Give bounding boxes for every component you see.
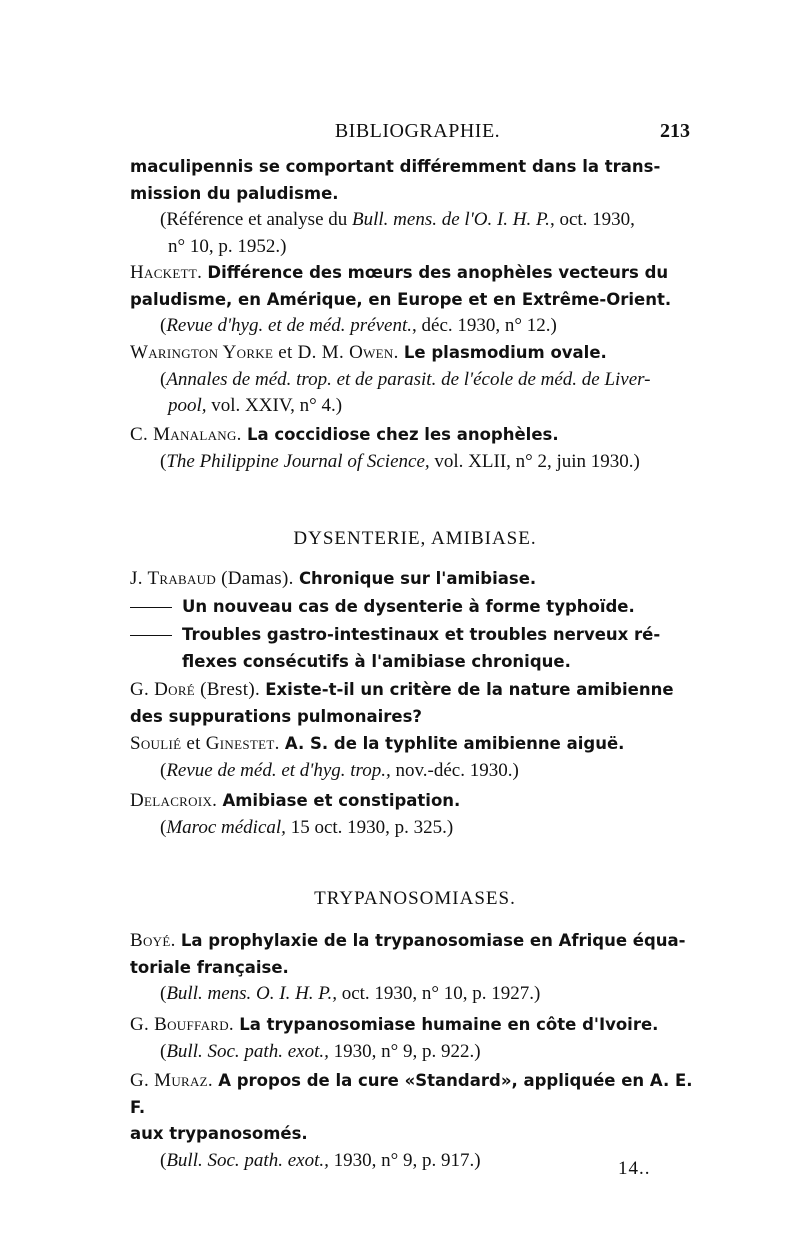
bib-entry-trabaud <box>130 566 700 593</box>
entry-reference: (The Philippine Journal of Science, vol. XLII, n° 2, juin 1930.) <box>160 450 640 472</box>
entry-title: La trypanosomiase humaine en côte d'Ivoire. <box>239 1015 659 1034</box>
entry-title: toriale française. <box>130 957 289 977</box>
bib-entry-hackett <box>130 260 700 340</box>
entry-reference: (Revue de méd. et d'hyg. trop., nov.-déc. 1930.) <box>160 759 519 781</box>
entry-author: G. Muraz. <box>130 1070 213 1091</box>
entry-title: La prophylaxie de la trypanosomiase en Afrique équa- <box>180 931 686 950</box>
bib-entry-yorke-owen: Warington Yorke et D. M. Owen. Le plasmodium ovale. (Annales de méd. trop. et de parasit. de l'école de méd. de Liver- pool, vol. XXIV, n° 4.) <box>130 340 700 420</box>
entry-reference: (Bull. mens. O. I. H. P., oct. 1930, n° 10, p. 1927.) <box>160 983 541 1004</box>
entry-location: (Damas). <box>216 568 294 589</box>
section-title-dysenterie: DYSENTERIE, AMIBIASE. <box>293 528 537 549</box>
bib-entry-delacroix <box>130 788 700 841</box>
entry-title: Troubles gastro-intestinaux et troubles nerveux ré- <box>182 625 661 644</box>
entry-reference: (Référence et analyse du Bull. mens. de l'O. I. H. P., oct. 1930, n° 10, p. 1952.) <box>160 209 635 257</box>
entry-title: Différence des mœurs des anophèles vecteurs du <box>207 263 669 282</box>
entry-author: G. Bouffard. <box>130 1014 234 1035</box>
entry-author: D. M. Owen. <box>297 342 399 363</box>
entry-reference: (Bull. Soc. path. exot., 1930, n° 9, p. 917.) <box>160 1149 481 1171</box>
entry-title: Le plasmodium ovale. <box>403 343 607 362</box>
entry-title: Amibiase et constipation. <box>222 791 461 810</box>
entry-author: J. Trabaud <box>130 568 217 589</box>
running-title: BIBLIOGRAPHIE. <box>334 120 501 142</box>
entry-title: flexes consécutifs à l'amibiase chronique. <box>182 651 571 671</box>
entry-author: Boyé. <box>130 930 176 951</box>
bib-entry-maculipennis <box>130 154 700 260</box>
entry-author: Soulié <box>130 733 182 754</box>
entry-reference: (Bull. Soc. path. exot., 1930, n° 9, p. 922.) <box>160 1040 481 1062</box>
entry-title: aux trypanosomés. <box>130 1124 308 1143</box>
entry-author: Ginestet. <box>205 733 280 754</box>
entry-location: (Brest). <box>195 679 261 700</box>
entry-reference: (Maroc médical, 15 oct. 1930, p. 325.) <box>160 816 454 838</box>
entry-author: C. Manalang. <box>130 424 242 445</box>
section-title-trypanosomiases: TRYPANOSOMIASES. <box>314 888 516 909</box>
entry-title: Chronique sur l'amibiase. <box>298 569 537 588</box>
bib-entry-troubles <box>130 622 700 675</box>
bib-entry-manalang <box>130 422 700 475</box>
bib-entry-soulie-ginestet: Soulié et Ginestet. A. S. de la typhlite amibienne aiguë. (Revue de méd. et d'hyg. trop., nov.-déc. 1930.) <box>130 731 700 784</box>
bib-entry-dore <box>130 677 700 730</box>
ditto-dash <box>130 635 172 636</box>
entry-title: maculipennis se comportant différemment dans la trans- <box>130 157 661 176</box>
page-number: 213 <box>660 120 690 142</box>
entry-title: mission du paludisme. <box>130 183 339 203</box>
bib-entry-bouffard <box>130 1012 700 1065</box>
entry-author: Warington Yorke <box>130 342 274 363</box>
entry-title: A. S. de la typhlite amibienne aiguë. <box>284 734 625 753</box>
entry-author: Delacroix. <box>130 790 218 811</box>
entry-reference: (Annales de méd. trop. et de parasit. de l'école de méd. de Liver- pool, vol. XXIV, n° 4.) <box>160 368 651 416</box>
signature-mark: 14.. <box>618 1158 651 1179</box>
entry-title: Un nouveau cas de dysenterie à forme typhoïde. <box>182 597 635 616</box>
bib-entry-boye <box>130 928 700 1008</box>
bib-entry-dysenterie-typhoide <box>130 594 700 621</box>
entry-title: A propos de la cure «Standard», appliquée en A. E. F. <box>130 1071 693 1117</box>
entry-title: des suppurations pulmonaires? <box>130 706 422 726</box>
bib-entry-muraz <box>130 1068 700 1174</box>
entry-title: Existe-t-il un critère de la nature amibienne <box>265 680 674 699</box>
ditto-dash <box>130 607 172 608</box>
entry-title: La coccidiose chez les anophèles. <box>246 425 559 444</box>
entry-author: G. Doré <box>130 679 196 700</box>
entry-title: paludisme, en Amérique, en Europe et en Extrême-Orient. <box>130 289 672 309</box>
entry-author: Hackett. <box>130 262 203 283</box>
entry-reference: (Revue d'hyg. et de méd. prévent., déc. 1930, n° 12.) <box>160 315 557 336</box>
